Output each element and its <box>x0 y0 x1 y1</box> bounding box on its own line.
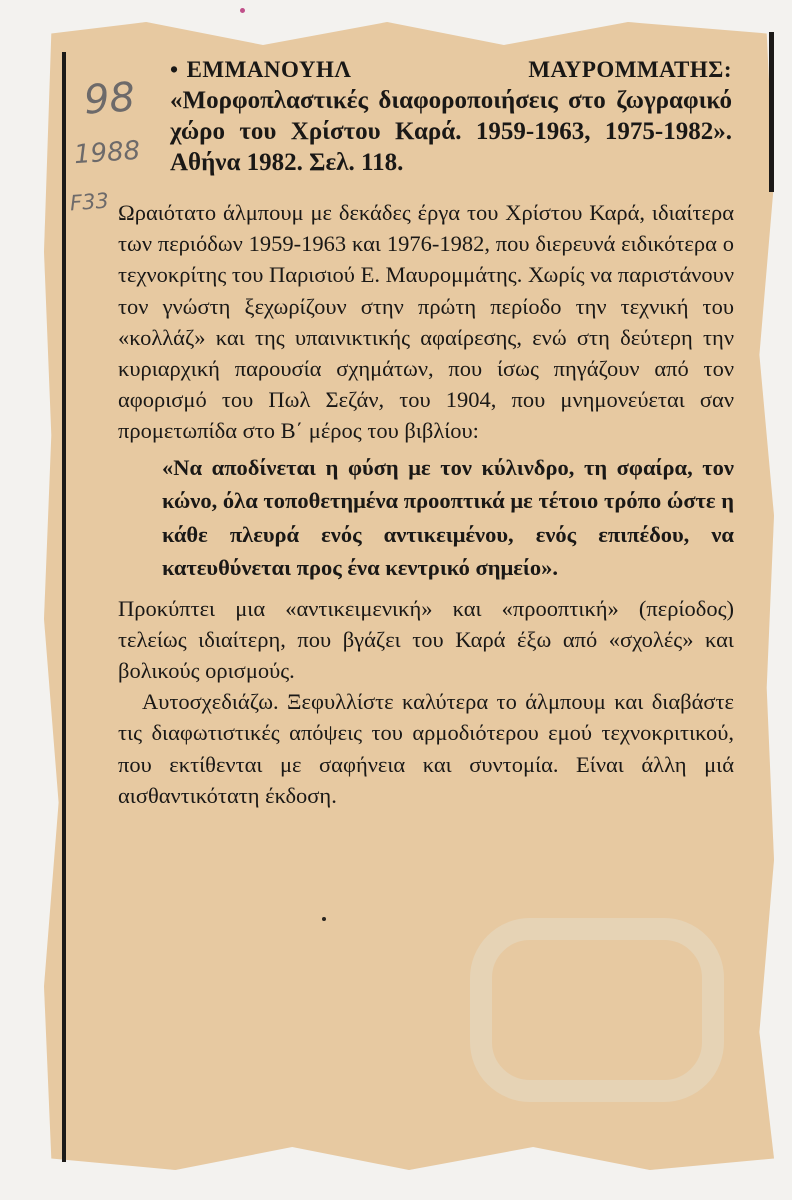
column-rule-right <box>769 32 774 192</box>
handwritten-code: F33 <box>69 188 110 216</box>
article-body <box>118 197 734 811</box>
cezanne-quote: «Να αποδίνεται η φύση με τον κύλινδρο, τη σφαίρα, τον κώνο, όλα τοποθετημένα προοπτικά με τέτοιο τρόπο ώστε η κάθε πλευρά ενός αντικειμένου, ενός επιπέδου, να κατευθύνεται προς ένα κεντρικό σημείο». <box>162 454 734 581</box>
column-rule-left <box>62 52 66 1162</box>
paper-stain <box>470 918 724 1102</box>
author-first-name: • ΕΜΜΑΝΟΥΗΛ <box>170 57 352 82</box>
body-paragraph-2: Προκύπτει μια «αντικειμενική» και «προοπτική» (περίοδος) τελείως ιδιαίτερη, που βγάζει του Καρά έξω από «σχολές» και βολικούς ορισμούς. <box>118 595 734 684</box>
article-heading <box>170 54 732 178</box>
body-paragraph-1: Ωραιότατο άλμπουμ με δεκάδες έργα του Χρίστου Καρά, ιδιαίτερα των περιόδων 1959-1963 και 1976-1982, που διερευνά ειδικότερα ο τεχνοκρίτης του Παρισιού Ε. Μαυρομμάτης. Χωρίς να παριστάνουν τον γνώστη ξεχωρίζουν στην πρώτη περίοδο την τεχνική του «κολλάζ» και της υπαινικτικής αφαίρεσης, ενώ στη δεύτερη την κυριαρχική παρουσία σχημάτων, που ίσως πηγάζουν από τον αφορισμό του Πωλ Σεζάν, του 1904, που μνημονεύεται σαν προμετωπίδα στο Β΄ μέρος του βιβλίου: <box>118 200 734 444</box>
handwritten-number: 98 <box>82 74 137 124</box>
book-title: «Μορφοπλαστικές διαφοροποιήσεις στο ζωγραφικό χώρο του Χρίστου Καρά. 1959-1963, 1975-1982». Αθήνα 1982. Σελ. 118. <box>170 87 732 176</box>
punch-mark <box>240 8 245 13</box>
body-paragraph-3: Αυτοσχεδιάζω. Ξεφυλλίστε καλύτερα το άλμπουμ και διαβάστε τις διαφωτιστικές απόψεις του αρμοδιότερου εμού τεχνοκριτικού, που εκτίθενται με σαφήνεια και συντομία. Είναι άλλη μιά αισθαντικότατη έκδοση. <box>118 689 734 808</box>
author-line <box>170 54 732 85</box>
handwritten-year: 1988 <box>73 135 142 171</box>
author-last-name: ΜΑΥΡΟΜΜΑΤΗΣ: <box>528 57 732 82</box>
ink-speck <box>322 917 326 921</box>
bullet-icon: • <box>170 57 179 82</box>
